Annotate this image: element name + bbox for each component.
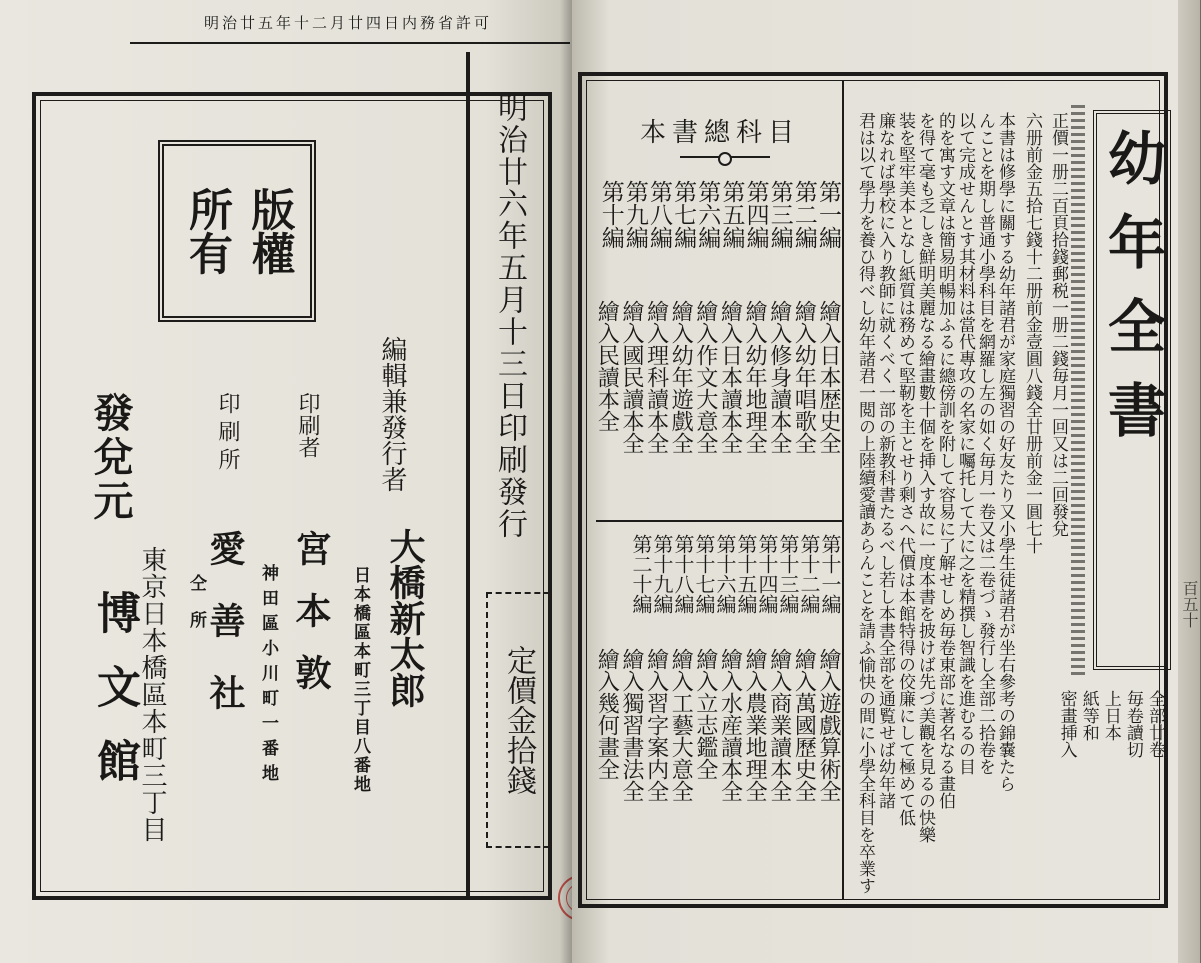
term-line: 上日本 (1100, 690, 1121, 741)
price-box (486, 592, 550, 848)
printer-name: 宮本敦 (290, 530, 332, 716)
book-title: 繪入工藝大意全 (668, 648, 694, 802)
part-label: 第九編 (621, 180, 648, 249)
book-title: 繪入習字案内全 (643, 648, 669, 802)
book-title: 繪入日本讀本全 (717, 300, 743, 454)
part-label: 第八編 (646, 180, 673, 249)
part-label: 第十六編 (713, 534, 737, 614)
part-label: 第一編 (815, 180, 841, 249)
notes-line: 装を堅牢美本となし紙質は務めて堅靭を主とせり剩さへ代價は本館特得の佼廉にして極めて低 (895, 112, 915, 826)
book-title: 繪入日本歴史全 (816, 300, 841, 454)
part-label: 第十一編 (818, 534, 842, 614)
printer-address: 神田區小川町一番地 (258, 564, 278, 789)
term-line: 毎卷讀切 (1122, 690, 1143, 758)
book-title: 繪入立志鑑全 (692, 648, 718, 780)
registration-divider (466, 52, 470, 900)
book-title: 繪入幼年地理全 (742, 300, 768, 454)
part-label: 第十七編 (692, 534, 716, 614)
parts-row-1 (597, 180, 841, 249)
notes-line: 廉なれば學校に入り教師に就くべく一部の新教科書たるべし若し本書全部を通覧せば幼年諸 (875, 112, 895, 809)
book-title: 繪入商業讀本全 (766, 648, 792, 802)
notes-line: 的を寓す文章は簡易明暢加ふるに總傍訓を附して容易に了解せしめ毎卷東部に著名なる畫伯 (935, 112, 955, 809)
price-line: 六册前金五拾七錢十二册前金壹圓八錢全廿册前金一圓七十 (1022, 112, 1042, 554)
part-label: 第十三編 (776, 534, 800, 614)
book-title: 繪入國民讀本全 (619, 300, 644, 454)
parts-row-2 (604, 534, 840, 614)
part-label: 第十八編 (671, 534, 695, 614)
publisher-name: 博文館 (89, 590, 140, 812)
decorative-border (1071, 105, 1085, 675)
stamp-line: 版權 (243, 187, 295, 275)
print-shop-address: 仝所 (186, 574, 206, 648)
editor-label: 編輯兼發行者 (377, 336, 407, 492)
book-title: 繪入水産讀本全 (717, 648, 743, 802)
notes-line: 本書は修學に關する幼年諸君が家庭獨習の好友たり又小學生徒諸君が坐右參考の錦嚢たら (995, 112, 1015, 792)
edge-label: 百五十 (1180, 580, 1199, 628)
book-title: 繪入萬國歷史全 (791, 648, 817, 802)
print-shop-name: 愛善社 (204, 530, 246, 746)
editor-name: 大橋新太郎 (384, 528, 426, 708)
part-label: 第二編 (790, 180, 817, 249)
notes-line: 君は以て學力を養ひ得べし幼年諸君一閲の上陸續愛讀あらんことを請ふ愉快の間に小學全科目を卒業す (855, 112, 875, 894)
book-title: 繪入遊戲算術全 (816, 648, 841, 802)
notes-line: を得て毫も乏しき鮮明美麗なる繪畫數十個を挿入す故に一度本書を披けば先づ美觀を見るの快樂 (915, 112, 935, 843)
part-label: 第十二編 (797, 534, 821, 614)
book-title: 繪入幾何畫全 (594, 648, 620, 780)
print-shop-label: 印刷所 (215, 392, 240, 476)
term-line: 全部廿卷 (1145, 690, 1165, 758)
series-title-box (1093, 110, 1171, 670)
notes-line: んことを期し普通小學科目を網羅し左の如く毎月一卷又は二卷づゝ發行し全部二拾卷を (975, 112, 995, 775)
part-label: 第十九編 (650, 534, 674, 614)
part-label: 第六編 (694, 180, 721, 249)
approval-note: 明治廿五年十二月廿四日内務省許可 (203, 13, 492, 32)
colophon-page (0, 0, 572, 963)
part-label: 第三編 (766, 180, 793, 249)
section-divider (596, 520, 842, 522)
book-title: 繪入民讀本全 (594, 300, 620, 432)
terms-list (1056, 690, 1166, 758)
registration-date: 明治廿六年五月十三日印刷發行 (492, 92, 527, 540)
part-label: 第二十編 (629, 534, 653, 614)
series-title: 幼年全書 (1098, 128, 1166, 464)
editor-address: 日本橋區本町三丁目八番地 (350, 566, 370, 794)
ornament-rule (680, 156, 770, 162)
books-row-1 (594, 300, 841, 454)
part-label: 第七編 (670, 180, 697, 249)
price-line: 正價一册二百頁拾錢郵税一册二錢毎月一回又は二回發兌 (1048, 112, 1068, 537)
book-title: 繪入幼年遊戲全 (668, 300, 694, 454)
part-label: 第十編 (597, 180, 624, 249)
contents-divider (842, 80, 844, 900)
book-title: 繪入幼年唱歌全 (791, 300, 817, 454)
books-row-2 (594, 648, 841, 802)
book-title: 繪入理科讀本全 (643, 300, 669, 454)
part-label: 第十五編 (734, 534, 758, 614)
stamp-line: 所有 (181, 187, 232, 275)
publisher-address: 東京日本橋區本町三丁目 (137, 546, 167, 843)
printer-label: 印刷者 (295, 392, 320, 458)
part-label: 第十四編 (755, 534, 779, 614)
book-title: 繪入作文大意全 (692, 300, 718, 454)
part-label: 第四編 (742, 180, 769, 249)
copyright-stamp (158, 140, 316, 322)
book-title: 繪入獨習書法全 (619, 648, 644, 802)
book-title: 繪入修身讀本全 (766, 300, 792, 454)
book-title: 繪入農業地理全 (742, 648, 768, 802)
header-rule (130, 42, 570, 44)
contents-title: 本書總科目 (639, 118, 800, 148)
publisher-label: 發兌元 (87, 392, 134, 524)
next-page-edge (1178, 0, 1200, 963)
price-text: 定價金拾錢 (501, 645, 536, 795)
notes-line: 以て完成せんとす其材料は當代專攻の名家に囑托して大に之を精撰し智識を進むるの目 (955, 112, 975, 775)
term-line: 密畫挿入 (1056, 690, 1077, 758)
term-line: 紙等和 (1078, 690, 1099, 741)
part-label: 第五編 (718, 180, 745, 249)
